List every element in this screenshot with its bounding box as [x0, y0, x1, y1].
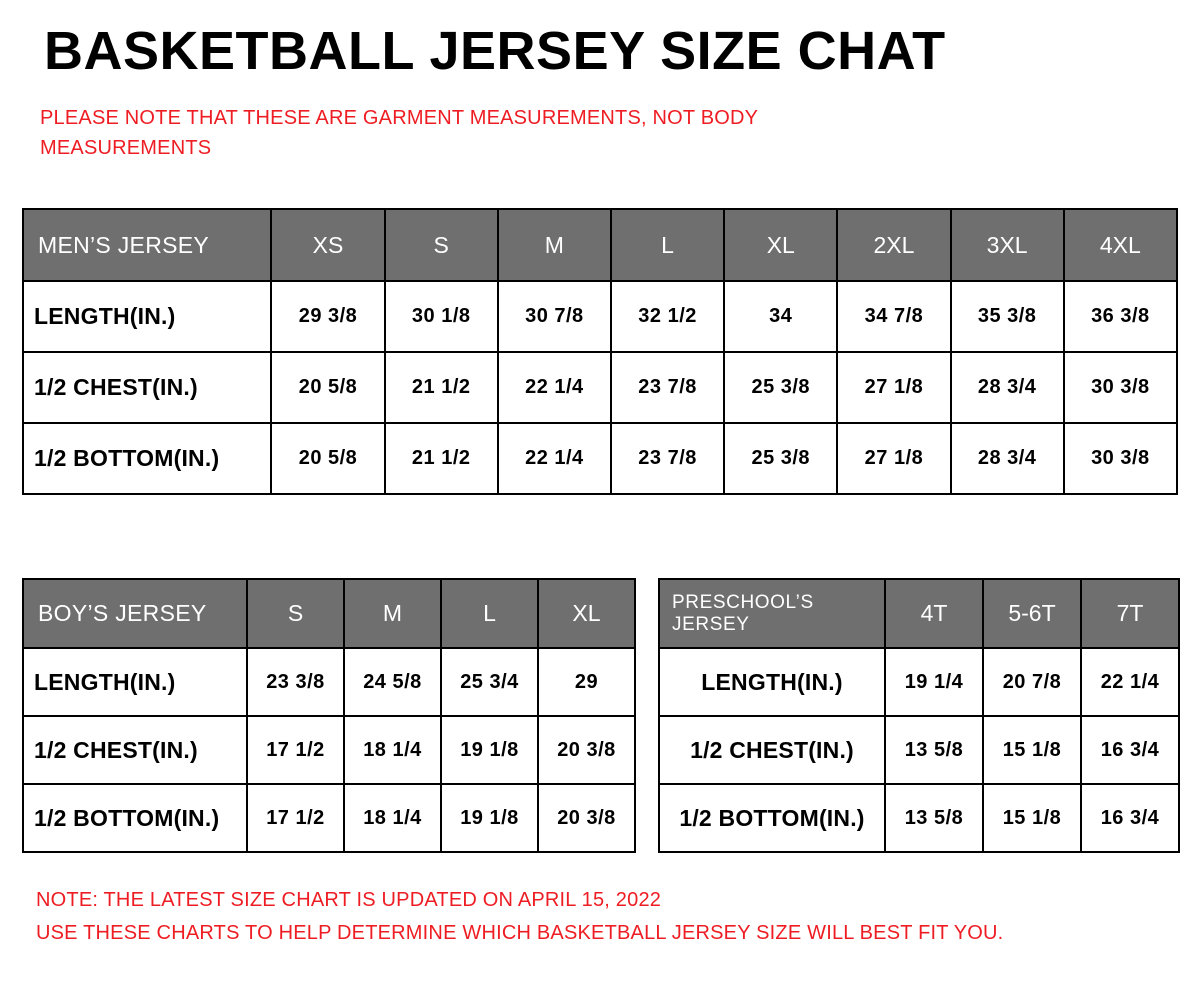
- mens-table-body: [23, 281, 1177, 494]
- table-cell: 35 3/8: [951, 281, 1064, 352]
- table-row: [659, 716, 1179, 784]
- preschool-row-label-half-chest: 1/2 CHEST(IN.): [659, 716, 885, 784]
- table-cell: 30 3/8: [1064, 423, 1177, 494]
- table-cell: 25 3/8: [724, 423, 837, 494]
- table-cell: 19 1/4: [885, 648, 983, 716]
- table-cell: 20 3/8: [538, 716, 635, 784]
- footer-note-update: NOTE: THE LATEST SIZE CHART IS UPDATED ON APRIL 15, 2022: [36, 889, 662, 911]
- table-row: [23, 352, 1177, 423]
- table-cell: 18 1/4: [344, 784, 441, 852]
- garment-measurement-notice: PLEASE NOTE THAT THESE ARE GARMENT MEASUREMENTS, NOT BODY MEASUREMENTS: [40, 107, 758, 159]
- table-cell: 19 1/8: [441, 784, 538, 852]
- boys-table-header: [23, 579, 635, 648]
- table-cell: 25 3/4: [441, 648, 538, 716]
- table-cell: 23 7/8: [611, 352, 724, 423]
- preschool-col-5-6t: 5-6T: [983, 579, 1081, 648]
- table-cell: 16 3/4: [1081, 784, 1179, 852]
- boys-col-l: L: [441, 579, 538, 648]
- mens-jersey-size-table: [22, 208, 1178, 495]
- mens-row-header: MEN’S JERSEY: [23, 209, 271, 281]
- table-row: [659, 784, 1179, 852]
- table-cell: 22 1/4: [498, 423, 611, 494]
- table-cell: 16 3/4: [1081, 716, 1179, 784]
- mens-table-header: [23, 209, 1177, 281]
- table-cell: 24 5/8: [344, 648, 441, 716]
- mens-row-label-length: LENGTH(IN.): [23, 281, 271, 352]
- table-cell: 17 1/2: [247, 716, 344, 784]
- table-header-row: [23, 579, 635, 648]
- table-cell: 21 1/2: [385, 423, 498, 494]
- table-cell: 30 3/8: [1064, 352, 1177, 423]
- page-title: BASKETBALL JERSEY SIZE CHAT: [44, 21, 946, 81]
- boys-row-header: BOY’S JERSEY: [23, 579, 247, 648]
- table-cell: 29 3/8: [271, 281, 384, 352]
- table-row: [23, 784, 635, 852]
- table-cell: 23 7/8: [611, 423, 724, 494]
- table-cell: 23 3/8: [247, 648, 344, 716]
- mens-col-xs: XS: [271, 209, 384, 281]
- mens-row-label-half-bottom: 1/2 BOTTOM(IN.): [23, 423, 271, 494]
- boys-jersey-size-table: [22, 578, 636, 853]
- boys-row-label-half-bottom: 1/2 BOTTOM(IN.): [23, 784, 247, 852]
- table-cell: 22 1/4: [498, 352, 611, 423]
- table-row: [23, 281, 1177, 352]
- boys-row-label-half-chest: 1/2 CHEST(IN.): [23, 716, 247, 784]
- table-cell: 13 5/8: [885, 716, 983, 784]
- table-cell: 32 1/2: [611, 281, 724, 352]
- table-cell: 20 5/8: [271, 352, 384, 423]
- table-cell: 36 3/8: [1064, 281, 1177, 352]
- preschool-table-body: [659, 648, 1179, 852]
- mens-col-s: S: [385, 209, 498, 281]
- table-cell: 28 3/4: [951, 423, 1064, 494]
- table-cell: 20 3/8: [538, 784, 635, 852]
- table-cell: 22 1/4: [1081, 648, 1179, 716]
- table-cell: 25 3/8: [724, 352, 837, 423]
- mens-col-xl: XL: [724, 209, 837, 281]
- table-cell: 29: [538, 648, 635, 716]
- mens-col-2xl: 2XL: [837, 209, 950, 281]
- table-cell: 27 1/8: [837, 423, 950, 494]
- mens-col-4xl: 4XL: [1064, 209, 1177, 281]
- table-cell: 20 5/8: [271, 423, 384, 494]
- table-cell: 15 1/8: [983, 784, 1081, 852]
- boys-row-label-length: LENGTH(IN.): [23, 648, 247, 716]
- table-cell: 21 1/2: [385, 352, 498, 423]
- table-row: [23, 423, 1177, 494]
- table-cell: 30 7/8: [498, 281, 611, 352]
- table-cell: 19 1/8: [441, 716, 538, 784]
- table-row: [23, 716, 635, 784]
- table-cell: 17 1/2: [247, 784, 344, 852]
- table-cell: 30 1/8: [385, 281, 498, 352]
- preschool-col-7t: 7T: [1081, 579, 1179, 648]
- table-cell: 13 5/8: [885, 784, 983, 852]
- preschool-row-label-half-bottom: 1/2 BOTTOM(IN.): [659, 784, 885, 852]
- footer-notes: [36, 884, 1156, 950]
- boys-col-xl: XL: [538, 579, 635, 648]
- table-row: [659, 648, 1179, 716]
- preschool-jersey-size-table: [658, 578, 1180, 853]
- mens-col-l: L: [611, 209, 724, 281]
- table-cell: 34: [724, 281, 837, 352]
- footer-note-usage: USE THESE CHARTS TO HELP DETERMINE WHICH BASKETBALL JERSEY SIZE WILL BEST FIT YOU.: [36, 922, 1004, 944]
- preschool-col-4t: 4T: [885, 579, 983, 648]
- mens-col-m: M: [498, 209, 611, 281]
- table-row: [23, 648, 635, 716]
- preschool-row-label-length: LENGTH(IN.): [659, 648, 885, 716]
- mens-row-label-half-chest: 1/2 CHEST(IN.): [23, 352, 271, 423]
- boys-col-m: M: [344, 579, 441, 648]
- table-cell: 28 3/4: [951, 352, 1064, 423]
- preschool-row-header: PRESCHOOL’S JERSEY: [659, 579, 885, 648]
- table-header-row: [23, 209, 1177, 281]
- table-cell: 34 7/8: [837, 281, 950, 352]
- mens-col-3xl: 3XL: [951, 209, 1064, 281]
- boys-table-body: [23, 648, 635, 852]
- table-cell: 20 7/8: [983, 648, 1081, 716]
- boys-col-s: S: [247, 579, 344, 648]
- table-cell: 18 1/4: [344, 716, 441, 784]
- table-cell: 27 1/8: [837, 352, 950, 423]
- preschool-table-header: [659, 579, 1179, 648]
- table-header-row: [659, 579, 1179, 648]
- table-cell: 15 1/8: [983, 716, 1081, 784]
